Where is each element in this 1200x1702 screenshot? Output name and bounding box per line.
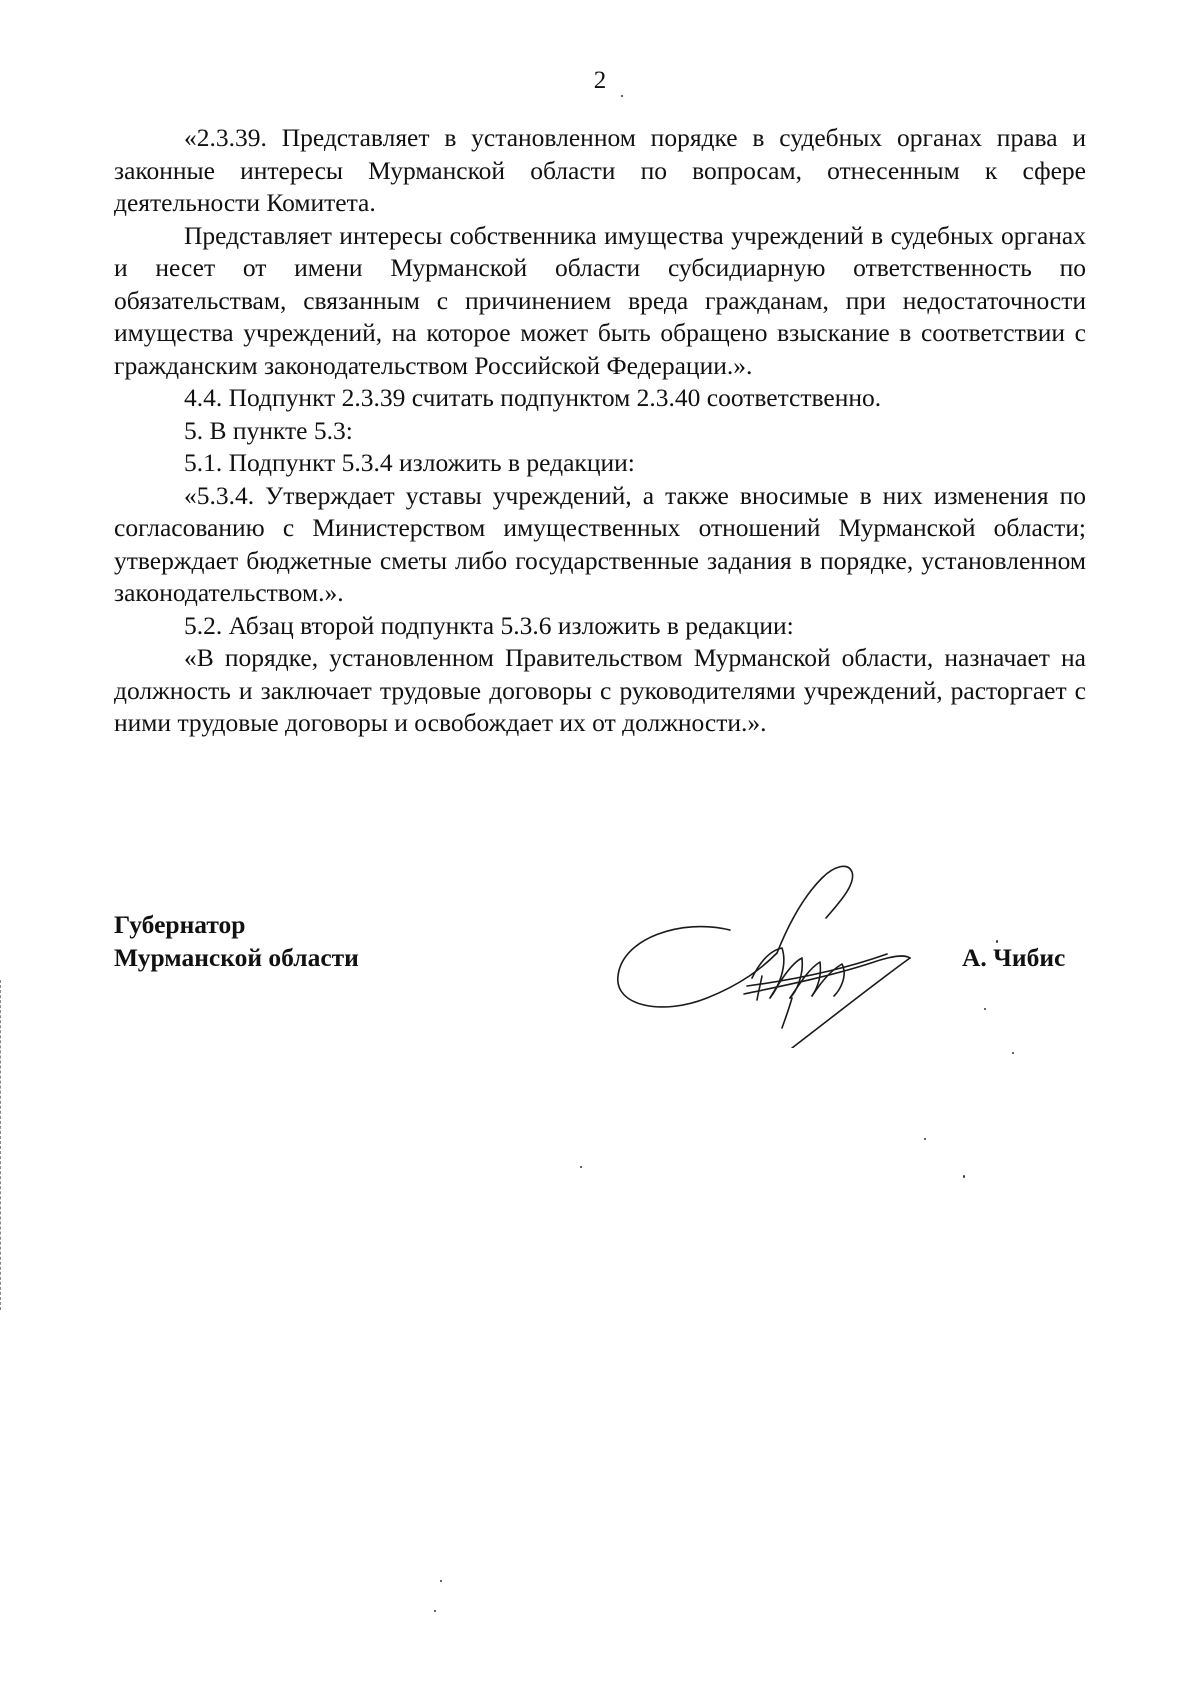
paragraph-5-3-4: «5.3.4. Утверждает уставы учреждений, а также вносимые в них изменения по согласованию с Министерством имущественных отношений Мурманской области; утверждает бюджетные сметы либо государственные задания в порядке, установленном законодательством.». (114, 480, 1086, 607)
signatory-title-line2: Мурманской области (114, 943, 359, 972)
paragraph-owner-interests: Представляет интересы собственника имущества учреждений в судебных органах и несет от имени Мурманской области субсидиарную ответственность по обязательствам, связанным с причинением вреда гражданам, при недостаточности имущества учреждений, на которое может быть обращено взыскание в соответствии с гражданским законодательством Российской Федерации.». (114, 220, 1086, 380)
scan-speck (963, 1175, 965, 1178)
handwritten-signature (612, 858, 942, 1048)
signatory-title (114, 908, 359, 974)
scan-speck (1012, 1052, 1014, 1054)
scan-speck (984, 1008, 986, 1010)
paragraph-5: 5. В пункте 5.3: (184, 415, 353, 445)
page-number: 2 (593, 67, 607, 94)
document-body (114, 122, 1086, 740)
scan-speck (440, 1580, 442, 1582)
scan-edge-mark (0, 980, 3, 1310)
scan-speck (996, 940, 998, 943)
paragraph-5-1: 5.1. Подпункт 5.3.4 изложить в редакции: (184, 448, 635, 477)
scan-speck (621, 95, 623, 97)
scan-speck (434, 1610, 436, 1612)
paragraph-5-3-6: «В порядке, установленном Правительством Мурманской области, назначает на должность и заключает трудовые договоры с руководителями учреждений, расторгает с ними трудовые договоры и освобождает их от должности.». (114, 643, 1086, 737)
paragraph-5-2: 5.2. Абзац второй подпункта 5.3.6 изложить в редакции: (184, 610, 794, 640)
signatory-title-line1: Губернатор (114, 910, 246, 939)
signatory-name: А. Чибис (962, 943, 1066, 972)
paragraph-4-4: 4.4. Подпункт 2.3.39 считать подпунктом 2.3.40 соответственно. (184, 383, 882, 412)
paragraph-2-3-39: «2.3.39. Представляет в установленном порядке в судебных органах права и законные интересы Мурманской области по вопросам, отнесенным к сфере деятельности Комитета. (114, 123, 1086, 217)
scan-speck (924, 1138, 926, 1140)
scan-speck (580, 1166, 582, 1168)
